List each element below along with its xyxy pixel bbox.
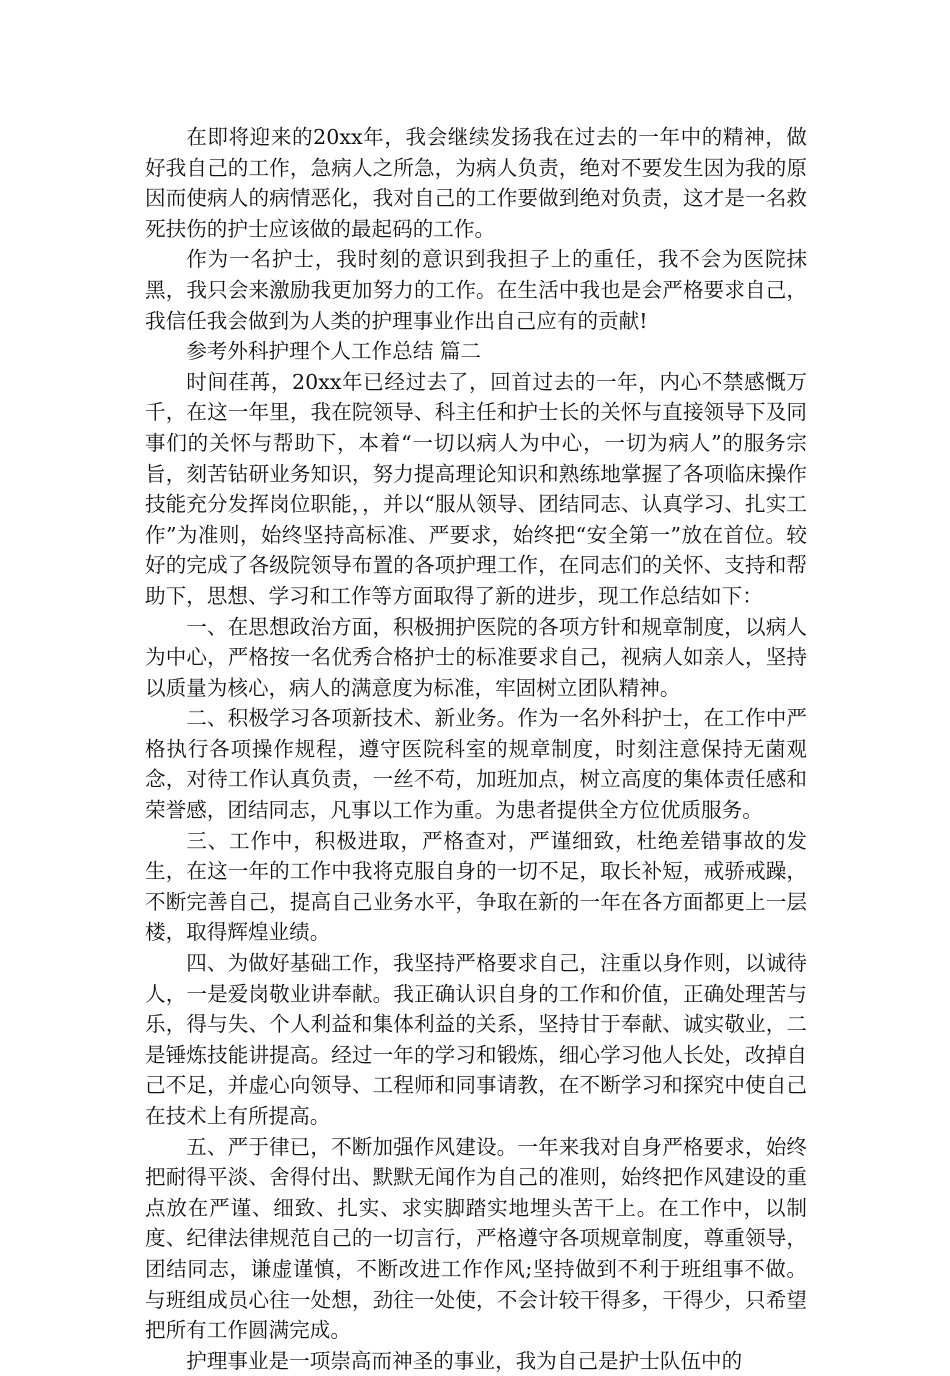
paragraph-point-five: 五、严于律已，不断加强作风建设。一年来我对自身严格要求，始终把耐得平淡、舍得付出、默默无闻作为自己的准则，始终把作风建设的重点放在严谨、细致、扎实、求实脚踏实地埋头苦干上。在工作中，以制度、纪律法律规范自己的一切言行，严格遵守各项规章制度，尊重领导，团结同志，谦虚谨慎，不断改进工作作风;坚持做到不利于班组事不做。与班组成员心往一处想，劲往一处使，不会计较干得多，干得少，只希望把所有工作圆满完成。 [145, 1134, 807, 1343]
paragraph-point-two: 二、积极学习各项新技术、新业务。作为一名外科护士，在工作中严格执行各项操作规程，遵守医院科室的规章制度，时刻注意保持无菌观念，对待工作认真负责，一丝不苟，加班加点，树立高度的集体责任感和荣誉感，团结同志，凡事以工作为重。为患者提供全方位优质服务。 [145, 706, 807, 823]
section-heading: 参考外科护理个人工作总结 篇二 [186, 339, 482, 364]
document-page [145, 122, 807, 1376]
paragraph-point-one: 一、在思想政治方面，积极拥护医院的各项方针和规章制度，以病人为中心，严格按一名优秀合格护士的标准要求自己，视病人如亲人，坚持以质量为核心，病人的满意度为标准，牢固树立团队精神。 [145, 614, 807, 700]
paragraph-point-three: 三、工作中，积极进取，严格查对，严谨细致，杜绝差错事故的发生，在这一年的工作中我将克服自身的一切不足，取长补短，戒骄戒躁，不断完善自己，提高自己业务水平，争取在新的一年在各方面都更上一层楼，取得辉煌业绩。 [145, 828, 807, 945]
paragraph-nurse-responsibility: 作为一名护士，我时刻的意识到我担子上的重任，我不会为医院抹黑，我只会来激励我更加努力的工作。在生活中我也是会严格要求自己，我信任我会做到为人类的护理事业作出自己应有的贡献! [145, 247, 807, 333]
paragraph-intro-summary: 时间荏苒，20xx年已经过去了，回首过去的一年，内心不禁感慨万千，在这一年里，我在院领导、科主任和护士长的关怀与直接领导下及同事们的关怀与帮助下，本着“一切以病人为中心，一切为病人”的服务宗旨，刻苦钻研业务知识，努力提高理论知识和熟练地掌握了各项临床操作技能充分发挥岗位职能，，并以“服从领导、团结同志、认真学习、扎实工作”为准则，始终坚持高标准、严要求，始终把“安全第一”放在首位。较好的完成了各级院领导布置的各项护理工作，在同志们的关怀、支持和帮助下，思想、学习和工作等方面取得了新的进步，现工作总结如下： [145, 369, 807, 608]
paragraph-point-four: 四、为做好基础工作，我坚持严格要求自己，注重以身作则，以诚待人，一是爱岗敬业讲奉献。我正确认识自身的工作和价值，正确处理苦与乐，得与失、个人利益和集体利益的关系，坚持甘于奉献、诚实敬业，二是锤炼技能讲提高。经过一年的学习和锻炼，细心学习他人长处，改掉自己不足，并虚心向领导、工程师和同事请教，在不断学习和探究中使自己在技术上有所提高。 [145, 951, 807, 1128]
paragraph-nursing-career: 护理事业是一项崇高而神圣的事业，我为自己是护士队伍中的 [186, 1348, 743, 1373]
paragraph-closing-plans: 在即将迎来的20xx年，我会继续发扬我在过去的一年中的精神，做好我自己的工作，急病人之所急，为病人负责，绝对不要发生因为我的原因而使病人的病情恶化，我对自己的工作要做到绝对负责，这才是一名救死扶伤的护士应该做的最起码的工作。 [145, 125, 807, 241]
